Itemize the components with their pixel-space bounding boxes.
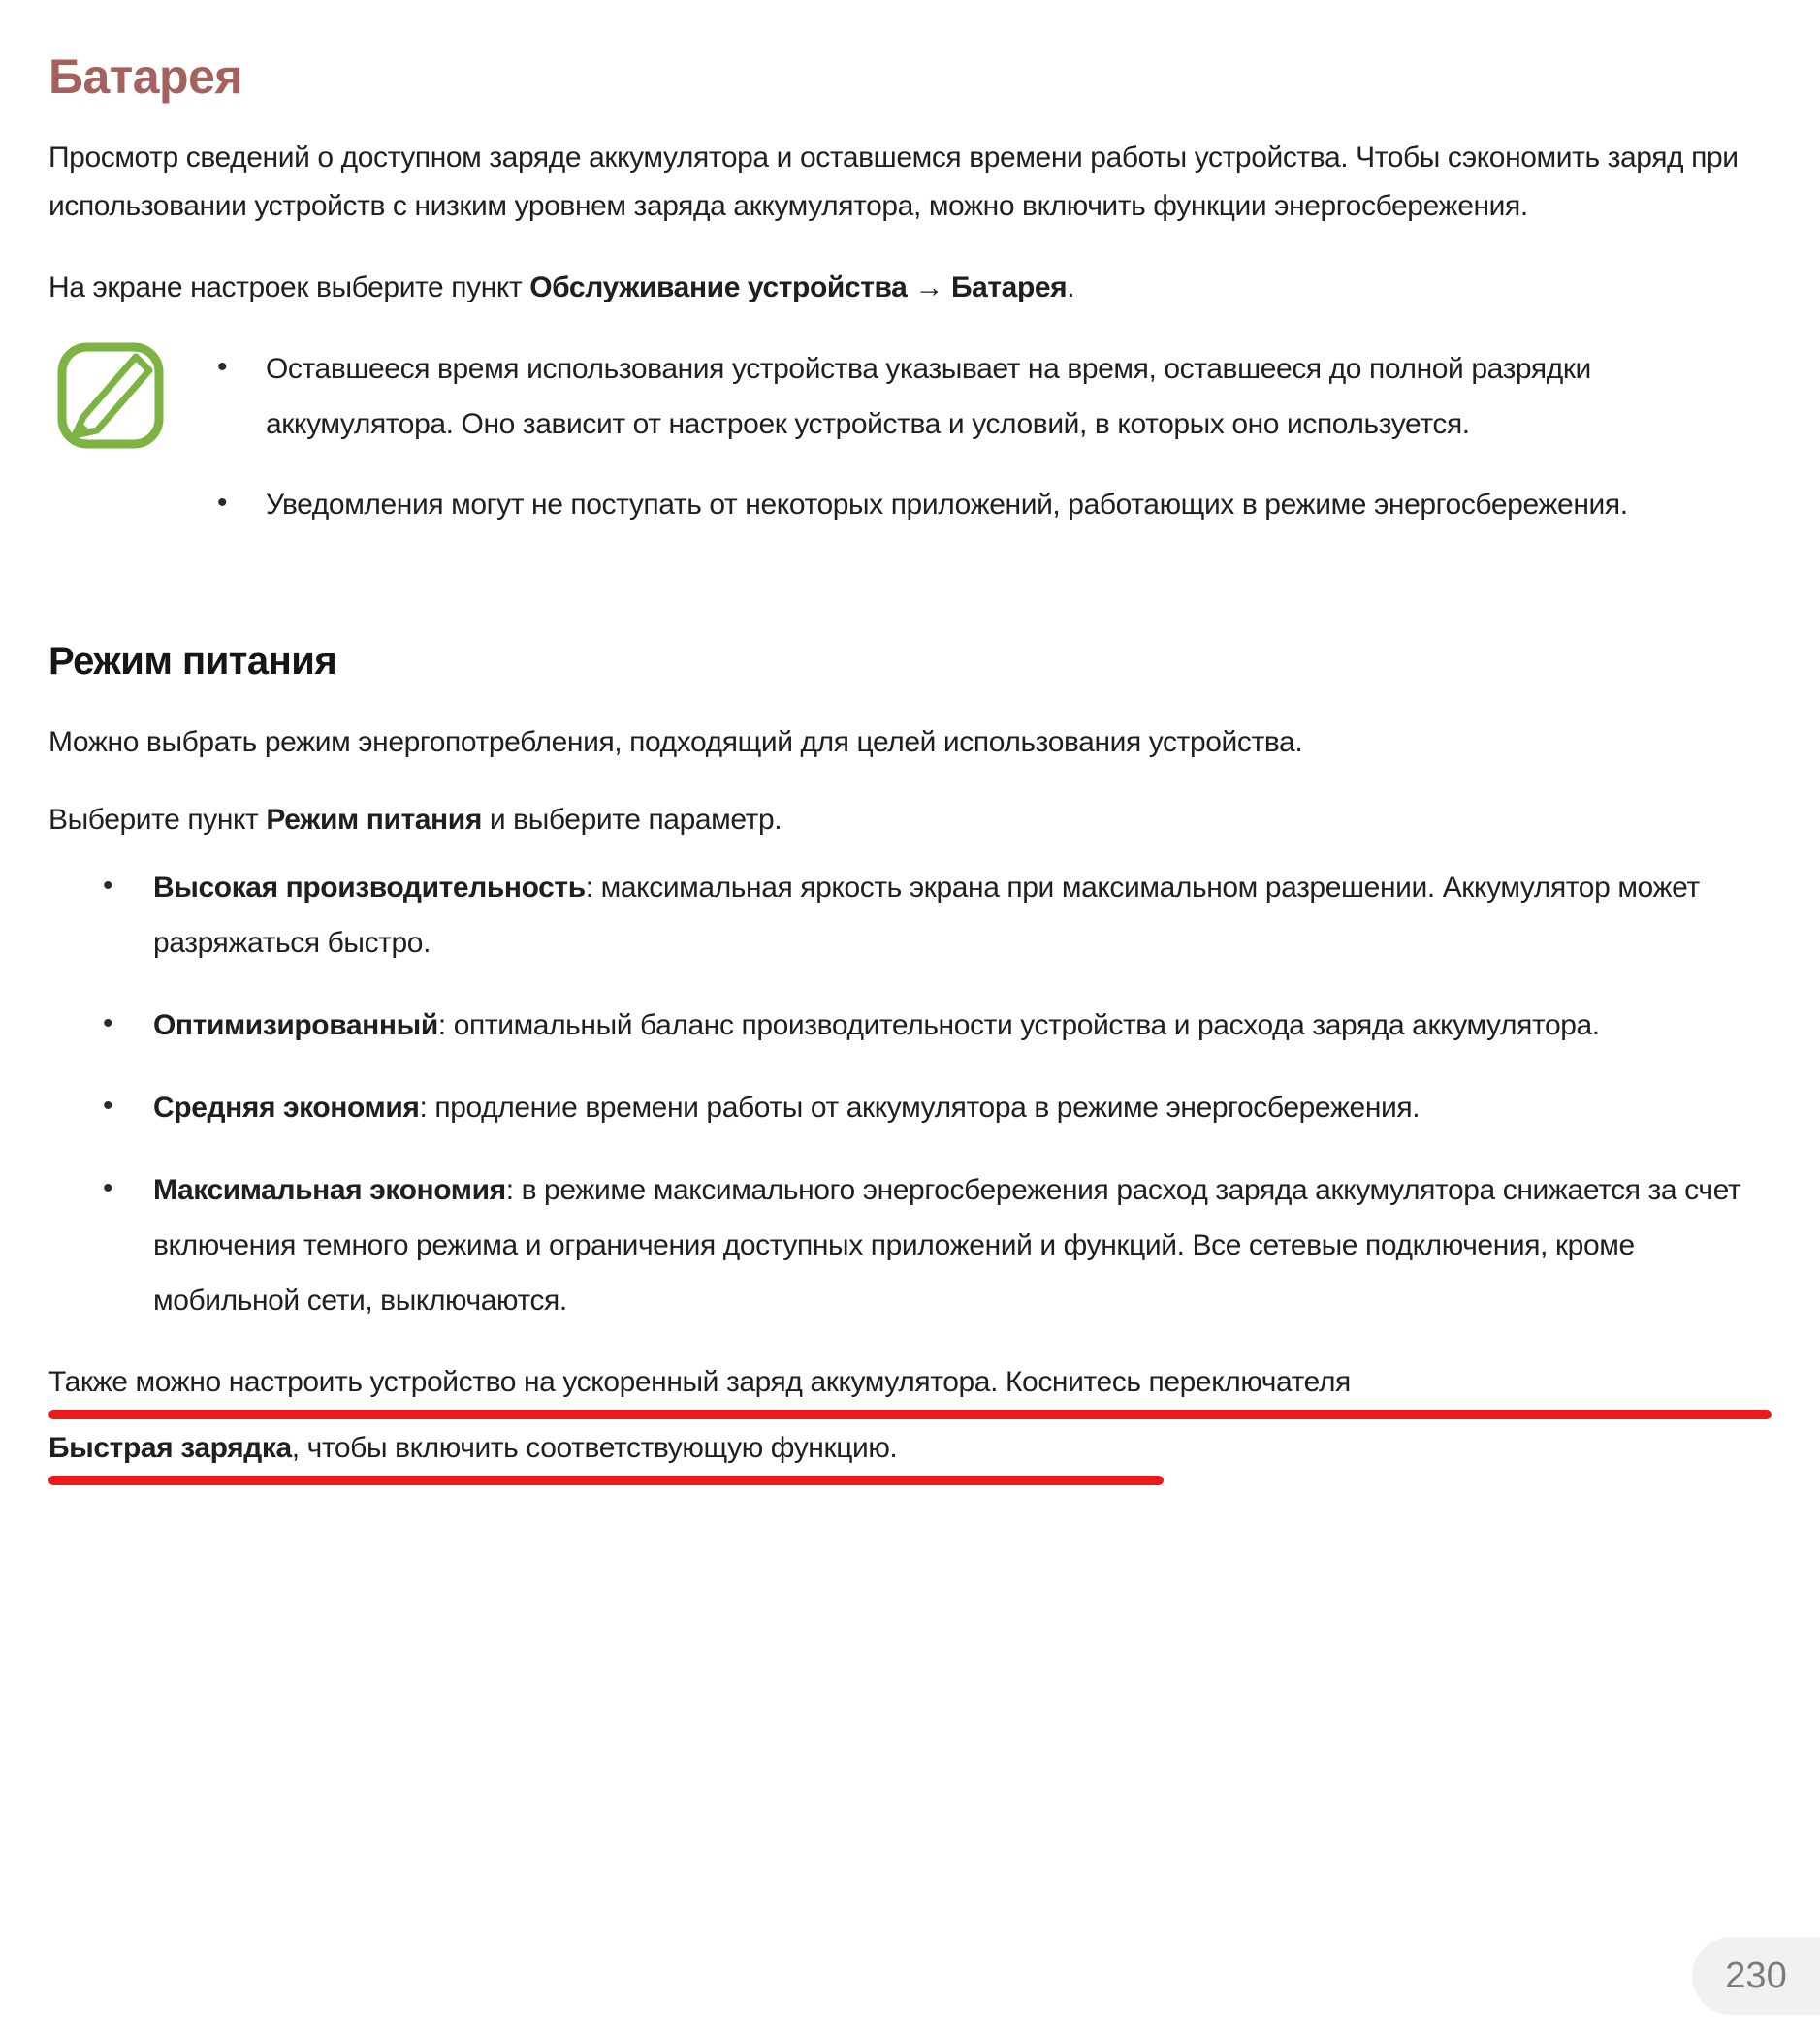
fast-charging-toggle-label: Быстрая зарядка (48, 1432, 292, 1464)
note-item-text: Уведомления могут не поступать от некоторых приложений, работающих в режиме энергосбережения. (266, 489, 1628, 521)
fast-charging-text-1: Также можно настроить устройство на ускоренный заряд аккумулятора. Коснитесь переключателя (48, 1366, 1351, 1398)
manual-page (0, 48, 1820, 2034)
fast-charging-text-2: , чтобы включить соответствующую функцию. (291, 1432, 898, 1464)
path-menu-device-care: Обслуживание устройства (529, 271, 908, 303)
note-list (165, 341, 1772, 532)
power-mode-option-list (48, 860, 1772, 1328)
note-item (209, 341, 1772, 452)
bullet-icon: • (103, 1090, 113, 1122)
red-underline-1 (48, 1410, 1772, 1419)
bullet-icon: • (103, 1172, 113, 1204)
red-underline-2 (48, 1476, 1164, 1485)
bullet-icon: • (103, 870, 113, 902)
option-item-maximum-saving (48, 1162, 1772, 1328)
bullet-icon: • (217, 487, 228, 519)
option-desc: : максимальная яркость экрана при максимальном разрешении. Аккумулятор может разряжаться быстро. (153, 872, 1700, 959)
underlined-line-1 (48, 1361, 1772, 1419)
bullet-icon: • (217, 351, 228, 383)
section-heading-power-mode: Режим питания (48, 640, 337, 683)
option-item-medium-saving (48, 1080, 1772, 1135)
note-pencil-icon (56, 341, 165, 450)
power-mode-select-paragraph (48, 796, 1772, 844)
option-term: Высокая производительность (153, 872, 586, 904)
select-suffix: и выберите параметр. (481, 804, 782, 836)
option-term: Средняя экономия (153, 1092, 420, 1124)
note-item-text: Оставшееся время использования устройства указывает на время, оставшееся до полной разрядки аккумулятора. Оно зависит от настроек устройства и условий, в которых оно используется. (266, 353, 1591, 440)
note-item (209, 477, 1772, 532)
underlined-line-2 (48, 1427, 1772, 1485)
fast-charging-note (48, 1361, 1772, 1485)
option-desc: : продление времени работы от аккумулятора в режиме энергосбережения. (419, 1092, 1421, 1124)
option-term: Максимальная экономия (153, 1174, 506, 1206)
path-prefix: На экране настроек выберите пункт (48, 271, 530, 303)
option-term: Оптимизированный (153, 1009, 438, 1041)
path-suffix: . (1067, 271, 1075, 303)
page-number: 230 (1725, 1955, 1787, 1996)
intro-paragraph: Просмотр сведений о доступном заряде аккумулятора и оставшемся времени работы устройства. Чтобы сэкономить заряд при использовании устройств с низким уровнем заряда аккумулятора, можно включить функции энергосбережения. (48, 142, 1739, 222)
select-prefix: Выберите пункт (48, 804, 267, 836)
option-desc: : оптимальный баланс производительности устройства и расхода заряда аккумулятора. (437, 1009, 1600, 1041)
power-mode-paragraph: Можно выбрать режим энергопотребления, подходящий для целей использования устройства. (48, 726, 1303, 758)
note-block (48, 341, 1772, 532)
settings-path-paragraph (48, 264, 1772, 312)
path-menu-battery: Батарея (950, 271, 1068, 303)
bullet-icon: • (103, 1007, 113, 1039)
option-item-optimized (48, 998, 1772, 1053)
option-desc: : в режиме максимального энергосбережения расход заряда аккумулятора снижается за счет включения темного режима и ограничения доступных приложений и функций. Все сетевые подключения, кроме мобильной сети, выключаются. (153, 1174, 1741, 1317)
option-item-high-performance (48, 860, 1772, 970)
page-number-badge (1692, 1937, 1820, 2015)
power-mode-menu-label: Режим питания (266, 804, 482, 836)
page-title: Батарея (48, 49, 243, 104)
arrow-glyph: → (907, 271, 951, 303)
